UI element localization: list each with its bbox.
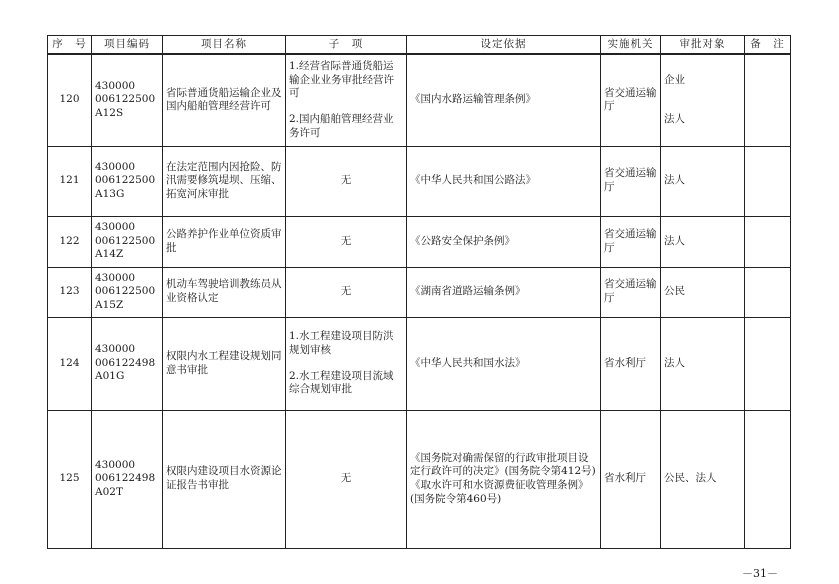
row-seq: 124 [48,317,92,410]
row-sub [286,54,407,146]
row-seq: 123 [48,267,92,317]
row-note [745,317,791,410]
row-sub [286,317,407,410]
code-line: 006122500 [95,234,156,247]
row-note [745,267,791,317]
row-code [92,267,163,317]
sub-item: 2.国内船舶管理经营业务许可 [289,113,394,139]
target-item: 企业 [664,73,685,86]
table-row [48,410,791,548]
code-line: 430000 [95,79,136,92]
row-sub: 无 [286,146,407,216]
table-row [48,146,791,216]
code-line: 006122500 [95,285,156,298]
code-line: A01G [95,370,125,383]
page-number: －31－ [742,567,778,580]
table-row [48,267,791,317]
row-name: 权限内水工程建设规划同意书审批 [163,317,286,410]
row-agency: 省交通运输厅 [601,216,661,267]
code-line: 430000 [95,271,136,284]
table-header-row [48,36,791,55]
header-sub: 子 项 [286,36,407,55]
header-basis: 设定依据 [407,36,601,55]
row-agency: 省水利厅 [601,317,661,410]
row-name: 权限内建设项目水资源论证报告书审批 [163,410,286,548]
row-target: 法人 [661,216,745,267]
sub-item: 1.经营省际普通货船运输企业业务审批经营许可 [289,60,394,100]
row-sub: 无 [286,267,407,317]
row-agency: 省水利厅 [601,410,661,548]
approval-items-table [47,35,791,549]
row-name: 在法定范围内因抢险、防汛需要修筑堤坝、压缩、拓宽河床审批 [163,146,286,216]
sub-item: 1.水工程建设项目防洪规划审核 [289,330,394,356]
row-basis: 《中华人民共和国公路法》 [407,146,601,216]
row-seq: 122 [48,216,92,267]
row-basis: 《中华人民共和国水法》 [407,317,601,410]
table-row [48,216,791,267]
row-code [92,410,163,548]
code-line: 430000 [95,343,136,356]
code-line: A14Z [95,248,124,261]
row-code [92,216,163,267]
code-line: 430000 [95,221,136,234]
row-seq: 120 [48,54,92,146]
code-line: 006122500 [95,174,156,187]
header-agency: 实施机关 [601,36,661,55]
row-target: 公民、法人 [661,410,745,548]
row-basis: 《公路安全保护条例》 [407,216,601,267]
header-name: 项目名称 [163,36,286,55]
header-code: 项目编码 [92,36,163,55]
row-target: 法人 [661,146,745,216]
row-sub: 无 [286,410,407,548]
row-name: 公路养护作业单位资质审批 [163,216,286,267]
code-line: A15Z [95,298,124,311]
code-line: A12S [95,107,124,120]
code-line: 006122498 [95,472,156,485]
code-line: 430000 [95,458,136,471]
header-target: 审批对象 [661,36,745,55]
row-note [745,54,791,146]
row-name: 机动车驾驶培训教练员从业资格认定 [163,267,286,317]
row-agency: 省交通运输厅 [601,54,661,146]
table-row [48,317,791,410]
code-line: 430000 [95,160,136,173]
row-code [92,146,163,216]
row-note [745,216,791,267]
code-line: A13G [95,187,125,200]
code-line: 006122498 [95,356,156,369]
basis-item: 《取水许可和水资源费征收管理条例》(国务院令第460号) [410,479,589,505]
code-line: A02T [95,485,123,498]
table-row [48,54,791,146]
row-name: 省际普通货船运输企业及国内船舶管理经营许可 [163,54,286,146]
code-line: 006122500 [95,93,156,106]
row-note [745,410,791,548]
row-basis: 《国内水路运输管理条例》 [407,54,601,146]
row-target [661,54,745,146]
header-seq: 序 号 [48,36,92,55]
row-note [745,146,791,216]
row-basis: 《湖南省道路运输条例》 [407,267,601,317]
row-target: 法人 [661,317,745,410]
row-agency: 省交通运输厅 [601,267,661,317]
header-note: 备 注 [745,36,791,55]
sub-item: 2.水工程建设项目流域综合规划审批 [289,369,394,396]
row-code [92,317,163,410]
row-target: 公民 [661,267,745,317]
row-code [92,54,163,146]
target-item: 法人 [664,113,685,126]
row-sub: 无 [286,216,407,267]
row-seq: 125 [48,410,92,548]
row-basis [407,410,601,548]
row-agency: 省交通运输厅 [601,146,661,216]
basis-item: 《国务院对确需保留的行政审批项目设定行政许可的决定》(国务院令第412号) [410,451,596,478]
row-seq: 121 [48,146,92,216]
